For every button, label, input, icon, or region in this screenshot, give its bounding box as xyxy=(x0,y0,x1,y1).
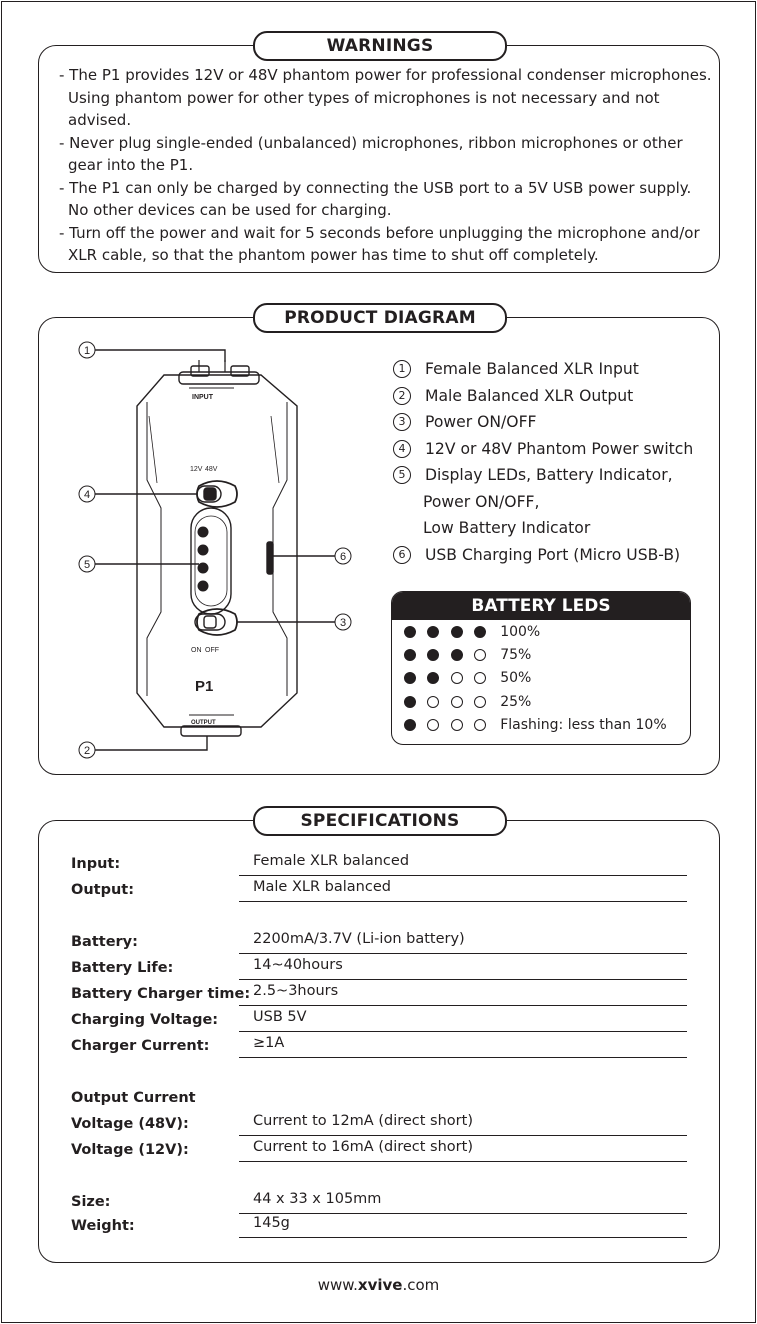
led-off-icon xyxy=(451,696,463,708)
battery-led-label: 100% xyxy=(500,623,541,640)
battery-led-row xyxy=(392,667,690,690)
led-on-icon xyxy=(404,696,416,708)
spec-row: Charger Current: ≥1A xyxy=(39,1034,719,1060)
legend-item: Low Battery Indicator xyxy=(423,519,591,537)
legend-item: 3 Power ON/OFF xyxy=(393,409,723,436)
battery-led-row xyxy=(392,620,690,643)
battery-leds-title: BATTERY LEDS xyxy=(392,592,690,620)
led-off-icon xyxy=(474,649,486,661)
phantom-switch xyxy=(197,481,237,507)
device-illustration xyxy=(39,318,379,774)
on-label: ON xyxy=(191,647,202,654)
spec-row: Weight: 145g xyxy=(39,1214,719,1240)
v48-label: 48V xyxy=(205,466,218,473)
product-diagram-title: PRODUCT DIAGRAM xyxy=(253,303,507,333)
led-off-icon xyxy=(474,672,486,684)
warnings-title: WARNINGS xyxy=(253,31,507,61)
device-led-2 xyxy=(198,545,209,556)
model-label: P1 xyxy=(195,678,214,695)
battery-leds-table xyxy=(391,591,691,745)
callout-5: 5 xyxy=(83,559,91,571)
product-diagram-panel xyxy=(38,317,720,775)
output-label: OUTPUT xyxy=(191,720,216,726)
callout-4: 4 xyxy=(83,489,91,501)
led-on-icon xyxy=(427,626,439,638)
legend-item: 6 USB Charging Port (Micro USB-B) xyxy=(393,542,723,569)
footer-url[interactable]: www.xvive.com xyxy=(317,1276,440,1294)
input-label: INPUT xyxy=(192,394,213,401)
battery-led-row xyxy=(392,690,690,713)
spec-row: Battery: 2200mA/3.7V (Li-ion battery) xyxy=(39,930,719,956)
led-off-icon xyxy=(427,719,439,731)
warning-item: - The P1 can only be charged by connecting the USB port to a 5V USB power supply. No other devices can be used for charging. xyxy=(59,178,692,219)
diagram-legend xyxy=(393,356,723,568)
callout-2: 2 xyxy=(83,745,91,757)
off-label: OFF xyxy=(205,647,219,654)
callout-6: 6 xyxy=(339,551,347,563)
legend-item: 1 Female Balanced XLR Input xyxy=(393,356,723,383)
led-on-icon xyxy=(404,719,416,731)
battery-led-row xyxy=(392,643,690,666)
led-on-icon xyxy=(427,649,439,661)
battery-led-label: 25% xyxy=(500,693,532,710)
led-on-icon xyxy=(427,672,439,684)
led-on-icon xyxy=(451,649,463,661)
spec-row: Input: Female XLR balanced xyxy=(39,852,719,878)
battery-led-label: 50% xyxy=(500,670,532,687)
callout-1: 1 xyxy=(83,345,91,357)
warnings-list xyxy=(59,64,714,267)
spec-row: Charging Voltage: USB 5V xyxy=(39,1008,719,1034)
spec-row: Voltage (48V): Current to 12mA (direct short) xyxy=(39,1112,719,1138)
warning-item: - Turn off the power and wait for 5 seconds before unplugging the microphone and/or XLR cable, so that the phantom power has time to shut off completely. xyxy=(59,223,700,264)
legend-item: 5 Display LEDs, Battery Indicator, xyxy=(393,462,723,489)
device-led-3 xyxy=(198,563,209,574)
spec-row: Battery Charger time: 2.5~3hours xyxy=(39,982,719,1008)
spec-row: Battery Life: 14~40hours xyxy=(39,956,719,982)
battery-led-label: 75% xyxy=(500,646,532,663)
spec-row: Voltage (12V): Current to 16mA (direct short) xyxy=(39,1138,719,1164)
led-on-icon xyxy=(404,626,416,638)
battery-led-row xyxy=(392,713,690,736)
led-on-icon xyxy=(474,626,486,638)
specifications-title: SPECIFICATIONS xyxy=(253,806,507,836)
spec-row: Output Current xyxy=(71,1090,196,1106)
led-on-icon xyxy=(404,672,416,684)
warnings-panel xyxy=(38,45,720,273)
legend-item: 4 12V or 48V Phantom Power switch xyxy=(393,436,723,463)
device-led-4 xyxy=(198,581,209,592)
led-off-icon xyxy=(451,719,463,731)
warning-item: - Never plug single-ended (unbalanced) microphones, ribbon microphones or other gear into the P1. xyxy=(59,133,683,174)
specifications-panel xyxy=(38,820,720,1263)
battery-led-label: Flashing: less than 10% xyxy=(500,716,667,733)
legend-item: Power ON/OFF, xyxy=(423,492,540,511)
usb-port xyxy=(267,542,273,574)
v12-label: 12V xyxy=(190,466,203,473)
battery-led-rows xyxy=(392,620,690,736)
led-off-icon xyxy=(451,672,463,684)
brand-name: xvive xyxy=(357,1276,403,1294)
spec-row: Size: 44 x 33 x 105mm xyxy=(39,1190,719,1216)
spec-row: Output: Male XLR balanced xyxy=(39,878,719,904)
warning-item: - The P1 provides 12V or 48V phantom power for professional condenser microphones. Using phantom power for other types of microphones is not necessary and not advised. xyxy=(59,66,712,129)
led-off-icon xyxy=(474,719,486,731)
led-on-icon xyxy=(404,649,416,661)
callout-3: 3 xyxy=(339,617,347,629)
led-off-icon xyxy=(474,696,486,708)
device-led-1 xyxy=(198,527,209,538)
led-on-icon xyxy=(451,626,463,638)
legend-item: 2 Male Balanced XLR Output xyxy=(393,383,723,410)
led-off-icon xyxy=(427,696,439,708)
